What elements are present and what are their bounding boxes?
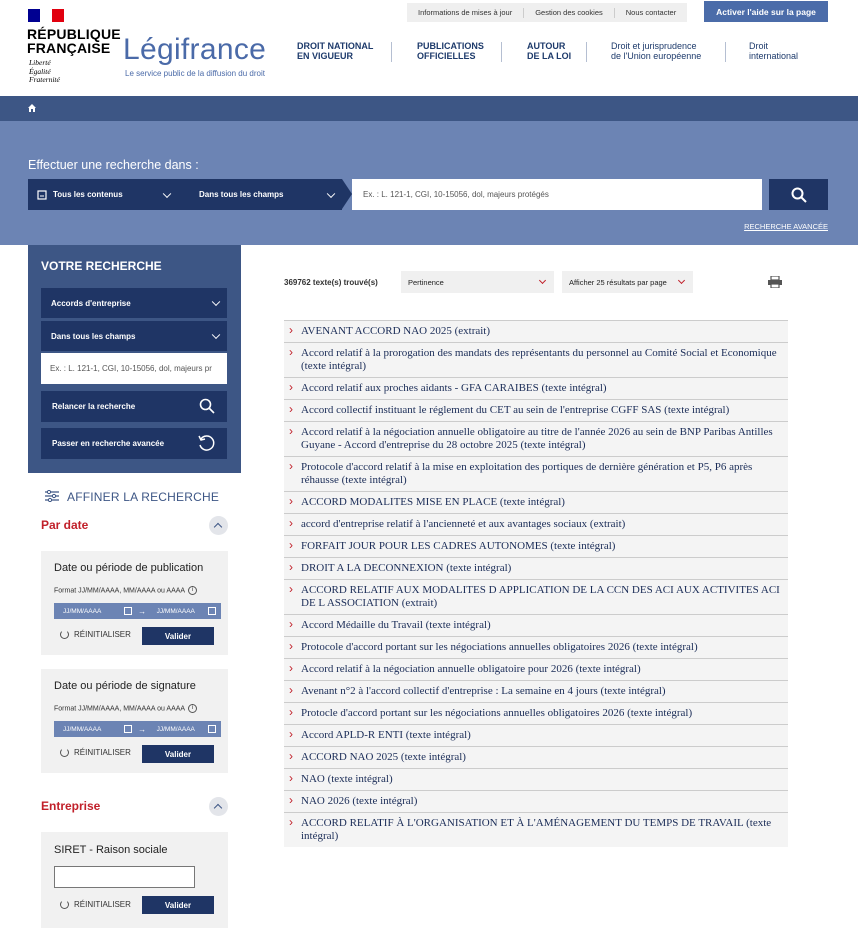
results-count: 369762 texte(s) trouvé(s): [284, 278, 378, 287]
your-search-panel: [28, 245, 241, 473]
utility-links: [407, 3, 687, 22]
reset-label: RÉINITIALISER: [74, 748, 131, 757]
reset-button[interactable]: [60, 900, 131, 909]
fund-select[interactable]: [41, 288, 227, 318]
per-page-select[interactable]: [562, 271, 693, 293]
nav-autour-loi[interactable]: [527, 41, 571, 61]
nav-divider: [586, 42, 587, 62]
results-list: [284, 320, 788, 847]
publication-date-card: [41, 551, 228, 655]
relaunch-label: Relancer la recherche: [52, 402, 136, 411]
motto-1: Liberté: [29, 58, 51, 67]
chevron-down-icon: [212, 298, 220, 306]
chevron-down-icon: [163, 189, 171, 197]
advanced-search-button[interactable]: [41, 428, 227, 459]
reset-icon: [60, 630, 69, 639]
arrow-right-icon: →: [138, 724, 147, 734]
chevron-down-icon: [327, 189, 335, 197]
result-item[interactable]: › Accord Médaille du Travail (texte intégral): [284, 614, 788, 636]
fund-value: Accords d'entreprise: [51, 298, 131, 308]
date-range: [54, 721, 221, 737]
arrow-right-icon: →: [138, 606, 147, 616]
calendar-icon[interactable]: [208, 725, 216, 733]
per-page-value: Afficher 25 résultats par page: [569, 277, 667, 287]
result-item[interactable]: › accord d'entreprise relatif à l'ancienneté et aux avantages sociaux (extrait): [284, 513, 788, 535]
select-separator: [342, 179, 352, 209]
result-item[interactable]: › Accord relatif aux proches aidants - GFA CARAIBES (texte intégral): [284, 377, 788, 399]
rotate-icon: [197, 434, 215, 452]
chevron-up-icon[interactable]: [209, 797, 228, 816]
result-item[interactable]: › Accord APLD-R ENTI (texte intégral): [284, 724, 788, 746]
sliders-icon: [45, 490, 59, 502]
sort-value: Pertinence: [408, 277, 444, 287]
result-item[interactable]: › Protocole d'accord relatif à la mise en exploitation des portiques de dernière génération et P5, P6 après réhausse (texte intégral): [284, 456, 788, 491]
breadcrumb: [0, 96, 858, 121]
nav-label: EN VIGUEUR: [297, 51, 354, 61]
nav-label: AUTOUR: [527, 41, 566, 51]
search-icon: [199, 398, 215, 414]
result-item[interactable]: › Avenant n°2 à l'accord collectif d'entreprise : La semaine en 4 jours (texte intégral): [284, 680, 788, 702]
start-date-input[interactable]: JJ/MM/AAAA: [63, 607, 102, 615]
print-icon[interactable]: [768, 276, 782, 288]
document-icon: [37, 190, 47, 200]
motto-3: Fraternité: [29, 75, 60, 84]
format-text: Format JJ/MM/AAAA, MM/AAAA ou AAAA: [54, 587, 186, 595]
advanced-search-link[interactable]: RECHERCHE AVANCÉE: [744, 222, 828, 231]
siret-title: SIRET - Raison sociale: [54, 844, 168, 856]
reset-label: RÉINITIALISER: [74, 900, 131, 909]
nav-label: DROIT NATIONAL: [297, 41, 374, 51]
result-item[interactable]: › Accord relatif à la négociation annuelle obligatoire au titre de l'année 2026 au sein de BNP Paribas Antilles Guyane - Accord d'entreprise du 28 octobre 2025 (texte intégral): [284, 421, 788, 456]
field-select[interactable]: [178, 179, 342, 210]
nav-label: international: [749, 51, 799, 61]
legifrance-logo[interactable]: Légifrance: [123, 33, 267, 66]
validate-button[interactable]: Valider: [142, 745, 214, 763]
result-item[interactable]: › NAO 2026 (texte intégral): [284, 790, 788, 812]
republic-motto: [29, 59, 60, 85]
company-title: Entreprise: [41, 799, 101, 813]
rf-line2: FRANÇAISE: [27, 40, 111, 56]
by-date-title: Par date: [41, 518, 89, 532]
siret-card: [41, 832, 228, 928]
sidebar-search-input[interactable]: Ex. : L. 121-1, CGI, 10-15056, dol, majeurs pr: [41, 353, 227, 384]
nav-label: PUBLICATIONS: [417, 41, 484, 51]
home-icon[interactable]: [28, 104, 36, 112]
result-item[interactable]: › Protocole d'accord portant sur les négociations annuelles obligatoires 2026 (texte intégral): [284, 636, 788, 658]
contact-link[interactable]: Nous contacter: [625, 7, 677, 17]
result-item[interactable]: › FORFAIT JOUR POUR LES CADRES AUTONOMES (texte intégral): [284, 535, 788, 557]
reset-label: RÉINITIALISER: [74, 630, 131, 639]
result-item[interactable]: › Accord relatif à la négociation annuelle obligatoire pour 2026 (texte intégral): [284, 658, 788, 680]
search-title: Effectuer une recherche dans :: [28, 158, 199, 172]
result-item[interactable]: › ACCORD RELATIF AUX MODALITES D APPLICATION DE LA CCN DES ACI AUX ACTIVITES ACI DE L ASSOCIATION (extrait): [284, 579, 788, 614]
search-icon: [791, 187, 807, 203]
sidebar: [28, 245, 241, 928]
result-item[interactable]: › DROIT A LA DECONNEXION (texte intégral): [284, 557, 788, 579]
result-item[interactable]: › AVENANT ACCORD NAO 2025 (extrait): [284, 320, 788, 342]
site-header: [0, 0, 858, 96]
format-text: Format JJ/MM/AAAA, MM/AAAA ou AAAA: [54, 705, 186, 713]
chevron-down-icon: [539, 277, 546, 284]
search-input[interactable]: Ex. : L. 121-1, CGI, 10-15056, dol, majeurs protégés: [352, 179, 762, 210]
cookies-link[interactable]: Gestion des cookies: [524, 8, 615, 18]
date-format-hint: [54, 704, 197, 713]
activate-help-button[interactable]: Activer l'aide sur la page: [704, 1, 828, 22]
result-item[interactable]: › Protocle d'accord portant sur les négociations annuelles obligatoires 2026 (texte intégral): [284, 702, 788, 724]
end-date-input[interactable]: JJ/MM/AAAA: [156, 725, 195, 733]
nav-label: de l'Union européenne: [611, 51, 702, 61]
scope-select[interactable]: [28, 179, 178, 210]
reset-icon: [60, 900, 69, 909]
field-value: Dans tous les champs: [199, 190, 284, 199]
refine-panel: [28, 473, 241, 928]
updates-link[interactable]: Informations de mises à jour: [407, 8, 524, 18]
republique-francaise-logo[interactable]: [27, 27, 121, 55]
nav-droit-national[interactable]: [297, 41, 373, 61]
motto-2: Égalité: [29, 66, 51, 76]
calendar-icon[interactable]: [124, 607, 132, 615]
nav-label: Droit: [749, 41, 769, 51]
publication-date-title: Date ou période de publication: [54, 562, 204, 574]
info-icon[interactable]: i: [188, 586, 197, 595]
advanced-label: Passer en recherche avancée: [52, 439, 165, 448]
your-search-heading: VOTRE RECHERCHE: [41, 259, 162, 273]
refine-heading: AFFINER LA RECHERCHE: [67, 490, 220, 504]
search-band: [0, 121, 858, 245]
start-date-input[interactable]: JJ/MM/AAAA: [63, 725, 102, 733]
result-item[interactable]: › Accord relatif à la prorogation des mandats des représentants du personnel au Comité Social et Economique (texte intégral): [284, 342, 788, 377]
siret-input[interactable]: [54, 866, 195, 888]
nav-label: Droit et jurisprudence: [611, 41, 697, 51]
nav-droit-international[interactable]: [749, 41, 798, 61]
rf-line1: RÉPUBLIQUE: [27, 26, 121, 42]
nav-publications[interactable]: [417, 41, 484, 61]
chevron-down-icon: [212, 331, 220, 339]
info-icon[interactable]: i: [188, 704, 197, 713]
calendar-icon[interactable]: [208, 607, 216, 615]
search-button[interactable]: [769, 179, 828, 210]
result-item[interactable]: › ACCORD NAO 2025 (texte intégral): [284, 746, 788, 768]
reset-button[interactable]: [60, 630, 131, 639]
nav-divider: [501, 42, 502, 62]
nav-label: OFFICIELLES: [417, 51, 476, 61]
calendar-icon[interactable]: [124, 725, 132, 733]
field-value: Dans tous les champs: [51, 331, 136, 341]
date-format-hint: [54, 586, 197, 595]
validate-button[interactable]: Valider: [142, 627, 214, 645]
reset-button[interactable]: [60, 748, 131, 757]
nav-divider: [391, 42, 392, 62]
validate-button[interactable]: Valider: [142, 896, 214, 914]
end-date-input[interactable]: JJ/MM/AAAA: [156, 607, 195, 615]
reset-icon: [60, 748, 69, 757]
nav-label: DE LA LOI: [527, 51, 572, 61]
signature-date-card: [41, 669, 228, 773]
result-item[interactable]: › ACCORD RELATIF À L'ORGANISATION ET À L'AMÉNAGEMENT DU TEMPS DE TRAVAIL (texte intégral): [284, 812, 788, 847]
legifrance-tagline: Le service public de la diffusion du droit: [125, 69, 265, 78]
result-item[interactable]: › NAO (texte intégral): [284, 768, 788, 790]
chevron-down-icon: [678, 277, 685, 284]
signature-date-title: Date ou période de signature: [54, 680, 196, 692]
result-item[interactable]: › ACCORD MODALITES MISE EN PLACE (texte intégral): [284, 491, 788, 513]
relaunch-search-button[interactable]: [41, 391, 227, 422]
scope-value: Tous les contenus: [53, 190, 123, 199]
chevron-up-icon[interactable]: [209, 516, 228, 535]
date-range: [54, 603, 221, 619]
result-item[interactable]: › Accord collectif instituant le réglement du CET au sein de l'entreprise CGFF SAS (texte intégral): [284, 399, 788, 421]
nav-droit-ue[interactable]: [611, 41, 701, 61]
french-flag-icon: [28, 9, 64, 22]
field-select[interactable]: [41, 321, 227, 351]
nav-divider: [725, 42, 726, 62]
sort-select[interactable]: [401, 271, 554, 293]
